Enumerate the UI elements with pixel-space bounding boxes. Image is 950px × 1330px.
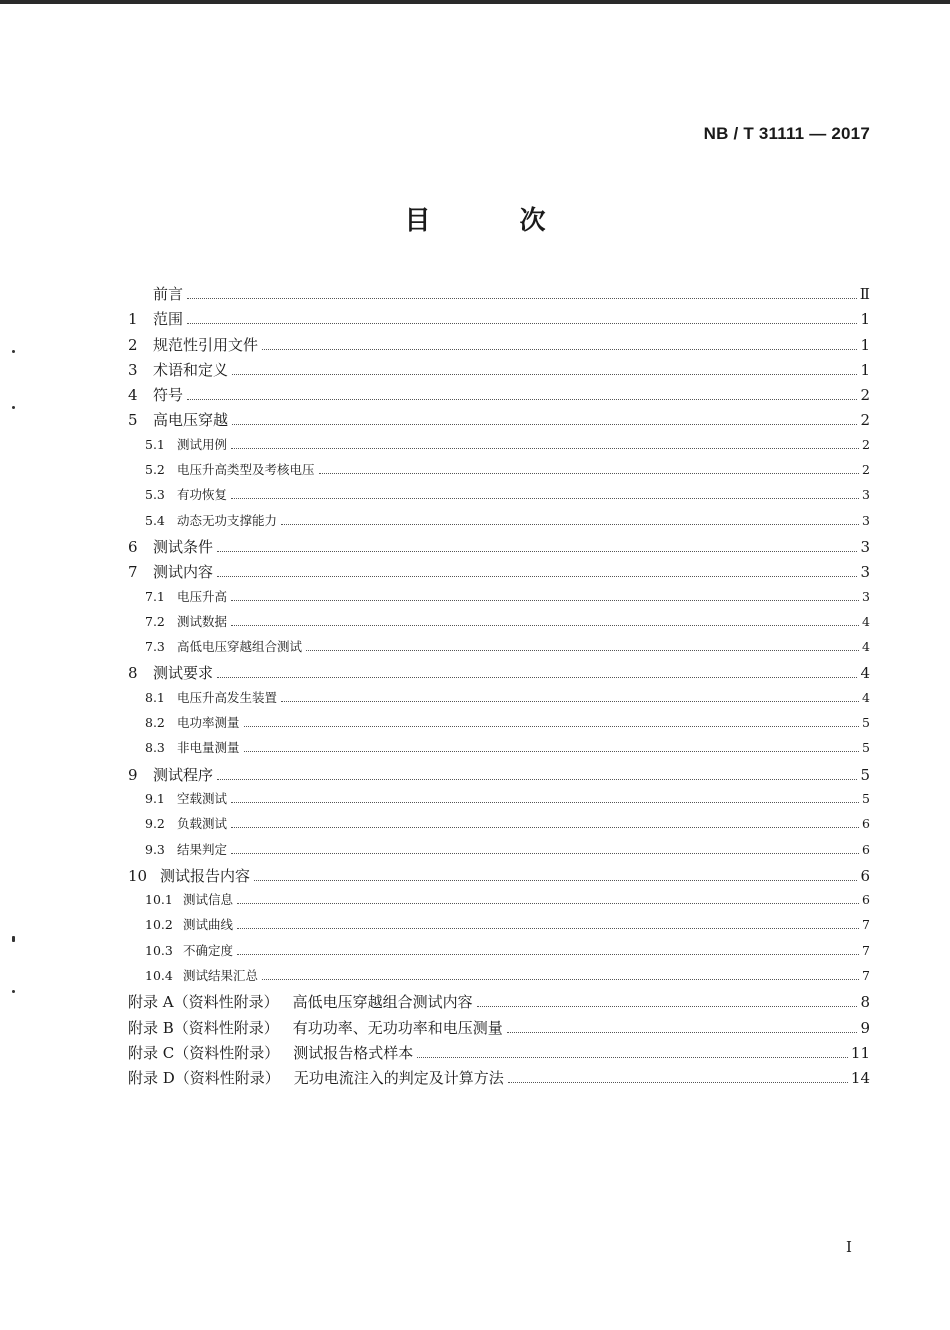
toc-entry-page: 2 — [860, 411, 870, 430]
toc-entry-title: 前言 — [153, 285, 184, 303]
toc-entry-number: 4 — [128, 386, 138, 405]
toc-entry-title: 测试报告内容 — [160, 866, 251, 885]
toc-entry[interactable] — [128, 662, 870, 687]
toc-dot-leader — [281, 701, 859, 702]
toc-entry-title: 测试数据 — [177, 613, 228, 629]
toc-entry-title: 术语和定义 — [153, 360, 229, 379]
toc-entry[interactable] — [128, 941, 870, 966]
toc-dot-leader — [231, 802, 859, 803]
toc-entry-title: 电功率测量 — [177, 715, 240, 731]
toc-entry-title: 符号 — [153, 386, 184, 405]
toc-entry[interactable] — [128, 283, 870, 308]
toc-dot-leader — [231, 448, 859, 449]
toc-entry-number: 10 — [128, 866, 148, 885]
toc-dot-leader — [231, 625, 859, 626]
toc-dot-leader — [237, 903, 859, 904]
toc-entry-number: 10.2 — [145, 917, 173, 933]
toc-entry-title: 测试信息 — [183, 892, 234, 908]
toc-dot-leader — [231, 600, 859, 601]
toc-dot-leader — [237, 954, 859, 955]
toc-entry-number: 8.1 — [145, 689, 165, 705]
toc-title: 目 次 — [404, 206, 586, 236]
toc-entry-number: 8.3 — [145, 740, 165, 756]
toc-entry-number: 3 — [128, 360, 138, 379]
toc-entry-title: 范围 — [153, 310, 184, 329]
toc-entry[interactable] — [128, 612, 870, 637]
toc-dot-leader — [217, 551, 857, 552]
toc-entry-number: 7 — [128, 563, 138, 582]
toc-dot-leader — [232, 374, 857, 375]
toc-entry-page: 5 — [862, 790, 870, 806]
toc-entry-page: Ⅱ — [859, 285, 870, 303]
toc-entry-page: 6 — [862, 841, 870, 857]
toc-entry[interactable] — [128, 814, 870, 839]
toc-dot-leader — [232, 424, 857, 425]
toc-dot-leader — [231, 853, 859, 854]
toc-entry-page: 5 — [860, 765, 870, 784]
toc-entry[interactable] — [128, 688, 870, 713]
toc-entry[interactable] — [128, 308, 870, 333]
toc-entry-number: 附录 D（资料性附录） — [128, 1069, 280, 1088]
toc-entry-page: 7 — [862, 942, 870, 958]
toc-entry-page: 4 — [862, 689, 870, 705]
toc-dot-leader — [262, 979, 859, 980]
toc-entry-number: 10.1 — [145, 892, 173, 908]
toc-entry[interactable] — [128, 738, 870, 763]
toc-dot-leader — [507, 1032, 858, 1033]
toc-dot-leader — [281, 524, 859, 525]
toc-entry-title: 非电量测量 — [177, 740, 240, 756]
toc-entry-title: 规范性引用文件 — [153, 335, 259, 354]
toc-entry-number: 10.4 — [145, 968, 173, 984]
toc-entry-title: 测试要求 — [153, 664, 214, 683]
toc-entry-number: 5.1 — [145, 436, 165, 452]
toc-dot-leader — [254, 880, 857, 881]
toc-entry[interactable] — [128, 485, 870, 510]
toc-entry-title: 无功电流注入的判定及计算方法 — [293, 1069, 504, 1088]
toc-entry[interactable] — [128, 435, 870, 460]
toc-entry-number: 5.2 — [145, 462, 165, 478]
toc-appendix-entry[interactable] — [128, 1067, 870, 1092]
toc-entry[interactable] — [128, 713, 870, 738]
toc-entry-page: 5 — [862, 740, 870, 756]
toc-entry-title: 电压升高 — [177, 588, 228, 604]
toc-dot-leader — [477, 1006, 858, 1007]
toc-entry[interactable] — [128, 460, 870, 485]
toc-dot-leader — [187, 323, 857, 324]
toc-entry-page: 7 — [862, 968, 870, 984]
toc-entry-title: 测试用例 — [177, 436, 228, 452]
toc-entry-number: 8 — [128, 664, 138, 683]
toc-entry-page: 1 — [860, 360, 870, 379]
toc-entry[interactable] — [128, 865, 870, 890]
toc-entry-page: 2 — [862, 462, 870, 478]
table-of-contents — [128, 283, 870, 1093]
toc-entry-page: 3 — [862, 487, 870, 503]
toc-entry-title: 测试结果汇总 — [183, 968, 259, 984]
toc-entry-page: 11 — [850, 1043, 870, 1062]
toc-entry-page: 3 — [860, 563, 870, 582]
toc-entry-title: 高低电压穿越组合测试内容 — [292, 993, 473, 1012]
margin-mark — [12, 406, 15, 409]
toc-entry-title: 负载测试 — [177, 816, 228, 832]
toc-entry-title: 高低电压穿越组合测试 — [177, 639, 303, 655]
toc-entry-number: 7.2 — [145, 613, 165, 629]
margin-mark — [12, 936, 15, 942]
toc-entry-number: 9 — [128, 765, 138, 784]
toc-entry[interactable] — [128, 890, 870, 915]
toc-entry-page: 4 — [860, 664, 870, 683]
toc-entry-number: 10.3 — [145, 942, 173, 958]
toc-entry-page: 8 — [860, 993, 870, 1012]
toc-entry-title: 测试报告格式样本 — [293, 1043, 414, 1062]
toc-entry-title: 测试程序 — [153, 765, 214, 784]
toc-entry-page: 9 — [860, 1018, 870, 1037]
toc-entry[interactable] — [128, 359, 870, 384]
toc-entry[interactable] — [128, 764, 870, 789]
toc-entry-number: 7.1 — [145, 588, 165, 604]
toc-entry-title: 有功恢复 — [177, 487, 228, 503]
toc-dot-leader — [244, 726, 860, 727]
toc-entry-number: 附录 B（资料性附录） — [128, 1018, 279, 1037]
toc-entry[interactable] — [128, 587, 870, 612]
toc-appendix-entry[interactable] — [128, 1017, 870, 1042]
toc-entry-page: 2 — [862, 436, 870, 452]
toc-entry-number: 5.3 — [145, 487, 165, 503]
margin-mark — [12, 990, 15, 993]
toc-dot-leader — [508, 1082, 848, 1083]
toc-entry-title: 电压升高类型及考核电压 — [177, 462, 315, 478]
toc-entry[interactable] — [128, 637, 870, 662]
toc-entry-number: 2 — [128, 335, 138, 354]
toc-entry-title: 有功功率、无功功率和电压测量 — [292, 1018, 503, 1037]
toc-dot-leader — [237, 928, 859, 929]
toc-entry-number: 5.4 — [145, 512, 165, 528]
toc-entry-number: 5 — [128, 411, 138, 430]
toc-entry-page: 1 — [860, 335, 870, 354]
toc-entry-title: 高电压穿越 — [153, 411, 229, 430]
toc-entry-page: 4 — [862, 639, 870, 655]
toc-entry-number: 1 — [128, 310, 138, 329]
margin-mark — [12, 350, 15, 353]
standard-code: NB / T 31111 — 2017 — [703, 124, 870, 143]
toc-entry-title: 动态无功支撑能力 — [177, 512, 278, 528]
toc-entry-page: 3 — [860, 537, 870, 556]
toc-dot-leader — [231, 827, 859, 828]
toc-dot-leader — [187, 399, 857, 400]
toc-entry-title: 不确定度 — [183, 942, 234, 958]
toc-entry-number: 9.2 — [145, 816, 165, 832]
toc-entry-title: 空载测试 — [177, 790, 228, 806]
toc-entry-number: 8.2 — [145, 715, 165, 731]
toc-dot-leader — [244, 751, 860, 752]
toc-entry-page: 4 — [862, 613, 870, 629]
toc-entry-number: 9.1 — [145, 790, 165, 806]
toc-entry[interactable] — [128, 561, 870, 586]
toc-dot-leader — [231, 498, 859, 499]
toc-entry-title: 测试内容 — [153, 563, 214, 582]
toc-entry[interactable] — [128, 334, 870, 359]
toc-entry[interactable] — [128, 409, 870, 434]
toc-appendix-entry[interactable] — [128, 991, 870, 1016]
toc-dot-leader — [262, 349, 857, 350]
toc-entry-page: 6 — [862, 816, 870, 832]
toc-entry-title: 电压升高发生装置 — [177, 689, 278, 705]
toc-entry[interactable] — [128, 536, 870, 561]
toc-dot-leader — [217, 576, 857, 577]
toc-dot-leader — [187, 298, 857, 299]
toc-entry-title: 测试曲线 — [183, 917, 234, 933]
toc-entry-number: 6 — [128, 537, 138, 556]
toc-entry-page: 5 — [862, 715, 870, 731]
page-top-edge — [0, 0, 950, 4]
toc-entry-page: 2 — [860, 386, 870, 405]
toc-entry-page: 14 — [850, 1069, 870, 1088]
toc-entry-page: 3 — [862, 588, 870, 604]
toc-entry[interactable] — [128, 966, 870, 991]
toc-entry-page: 6 — [860, 866, 870, 885]
toc-entry[interactable] — [128, 384, 870, 409]
toc-entry-number: 附录 A（资料性附录） — [128, 993, 279, 1012]
toc-entry-number: 9.3 — [145, 841, 165, 857]
toc-entry-page: 3 — [862, 512, 870, 528]
toc-entry-title: 结果判定 — [177, 841, 228, 857]
toc-entry-page: 1 — [860, 310, 870, 329]
toc-entry[interactable] — [128, 840, 870, 865]
toc-entry-number: 7.3 — [145, 639, 165, 655]
toc-entry-page: 6 — [862, 892, 870, 908]
folio-page-number: I — [846, 1238, 852, 1256]
toc-dot-leader — [417, 1057, 848, 1058]
toc-entry[interactable] — [128, 511, 870, 536]
toc-appendix-entry[interactable] — [128, 1042, 870, 1067]
toc-dot-leader — [306, 650, 859, 651]
toc-entry[interactable] — [128, 915, 870, 940]
toc-entry-title: 测试条件 — [153, 537, 214, 556]
toc-dot-leader — [319, 473, 860, 474]
toc-entry[interactable] — [128, 789, 870, 814]
toc-entry-page: 7 — [862, 917, 870, 933]
toc-entry-number: 附录 C（资料性附录） — [128, 1043, 280, 1062]
toc-dot-leader — [217, 677, 857, 678]
toc-dot-leader — [217, 779, 857, 780]
